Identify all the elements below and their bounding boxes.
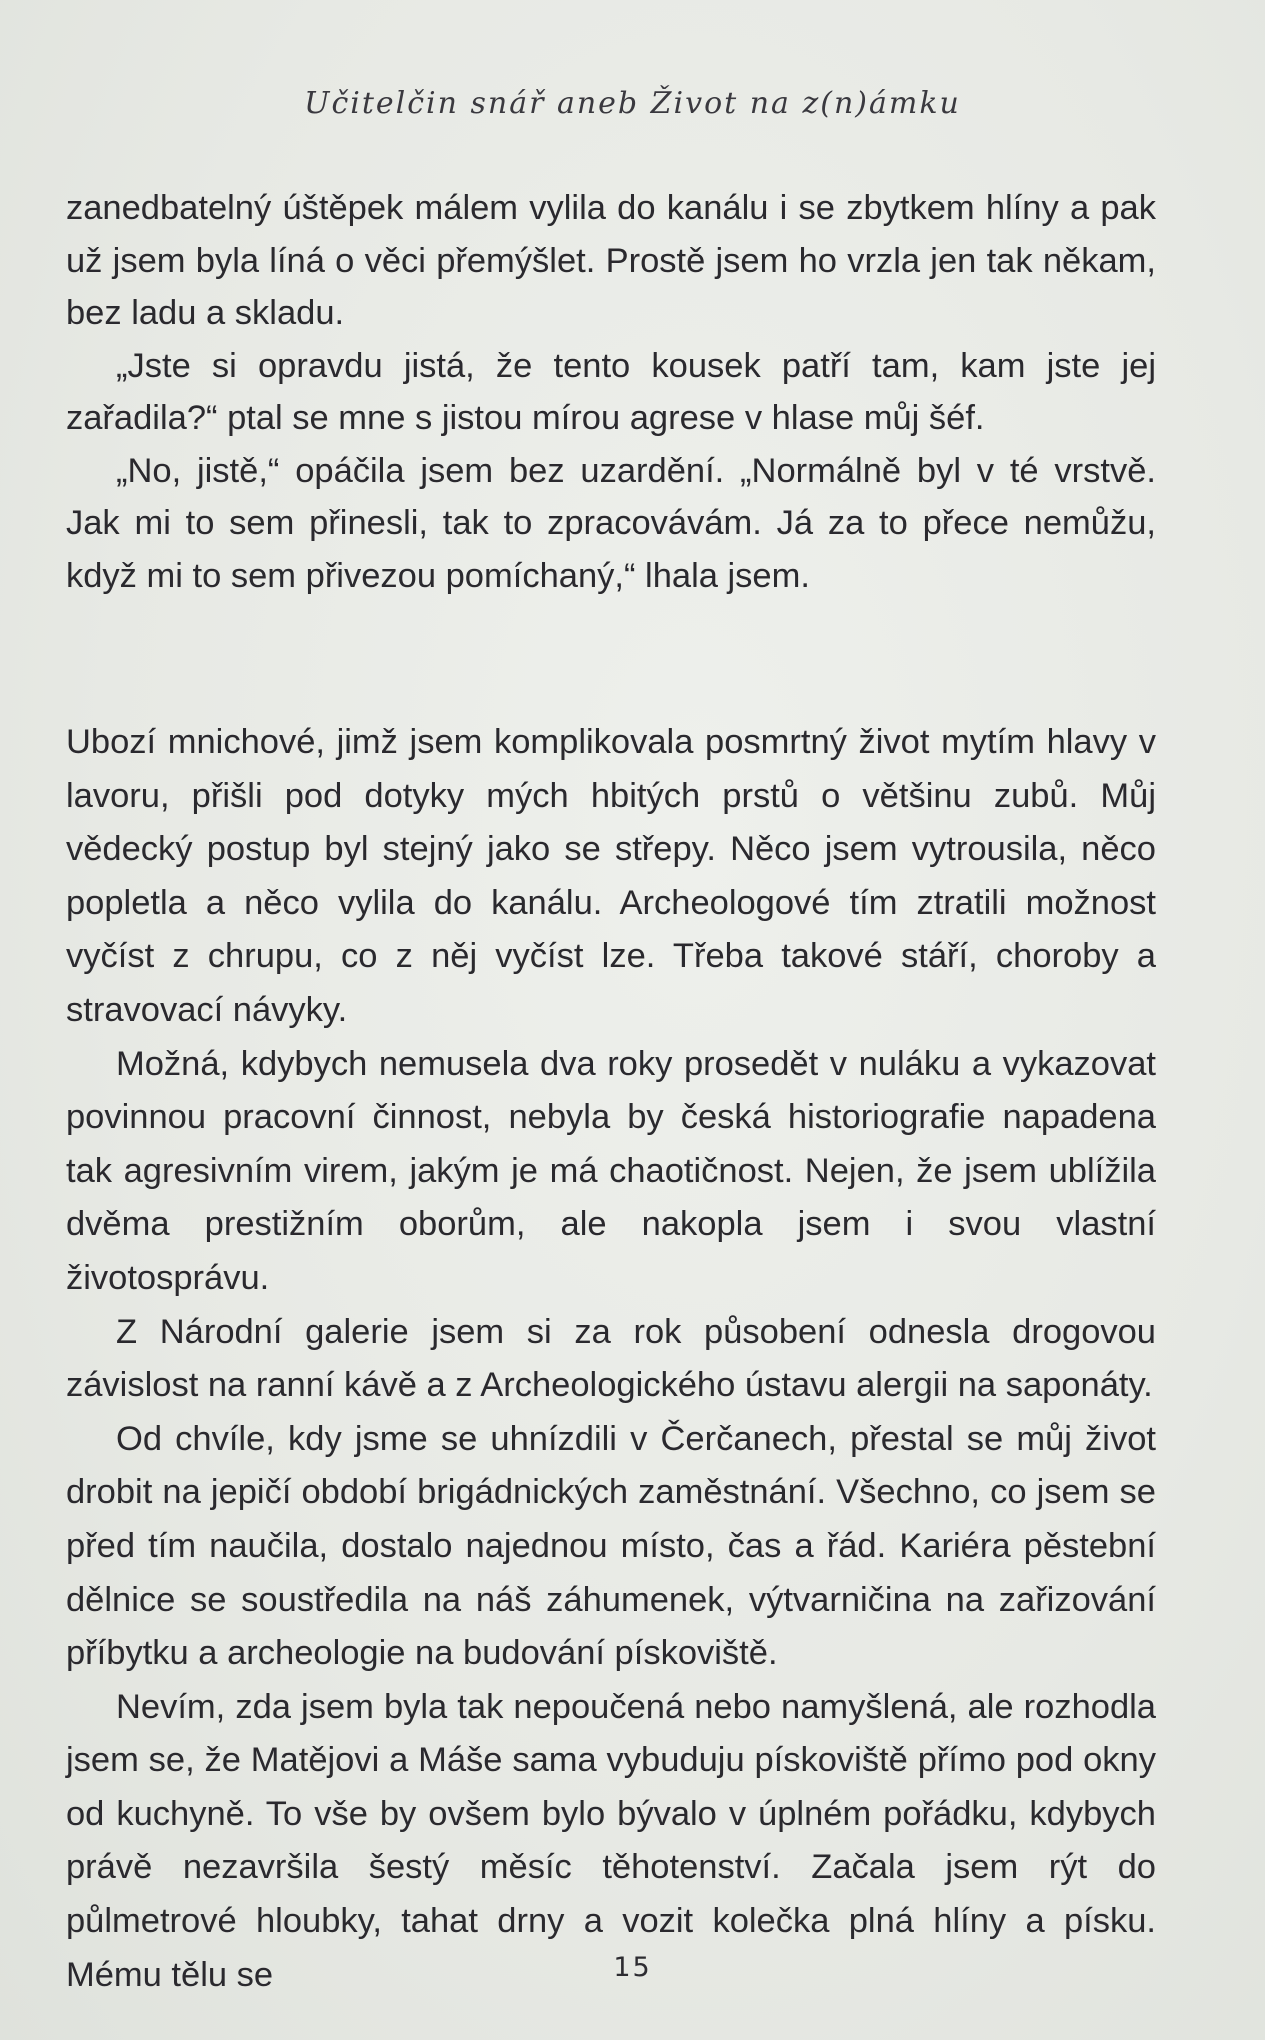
text-block-dialogue xyxy=(66,182,1156,602)
text-block-narrative xyxy=(66,716,1156,2002)
paragraph: zanedbatelný úštěpek málem vylila do kanálu i se zbytkem hlíny a pak už jsem byla líná o věci přemýšlet. Prostě jsem ho vrzla jen tak někam, bez ladu a skladu. xyxy=(66,189,1156,332)
running-header-title: Učitelčin snář aneb Život na z(n)ámku xyxy=(304,86,961,121)
page-number: 15 xyxy=(613,1952,652,1983)
paragraph: Možná, kdybych nemusela dva roky prosedět v nuláku a vykazovat povinnou pracovní činnost, nebyla by česká historiografie napadena tak agresivním virem, jakým je má chaotičnost. Nejen, že jsem ublížila dvěma prestižním oborům, ale nakopla jsem i svou vlastní životosprávu. xyxy=(66,1044,1156,1297)
paragraph: Od chvíle, kdy jsme se uhnízdili v Čerčanech, přestal se můj život drobit na jepičí období brigádnických zaměstnání. Všechno, co jsem se před tím naučila, dostalo najednou místo, čas a řád. Kariéra pěstební dělnice se soustředila na náš záhumenek, výtvarničina na zařizování příbytku a archeologie na budování pískoviště. xyxy=(66,1419,1156,1673)
paragraph: Z Národní galerie jsem si za rok působení odnesla drogovou závislost na ranní kávě a z Archeologického ústavu alergii na saponáty. xyxy=(66,1312,1156,1405)
paragraph: „Jste si opravdu jistá, že tento kousek patří tam, kam jste jej zařadila?“ ptal se mne s jistou mírou agrese v hlase můj šéf. xyxy=(66,346,1156,437)
paragraph: Nevím, zda jsem byla tak nepoučená nebo namyšlená, ale rozhodla jsem se, že Matějovi a Máše sama vybuduju pískoviště přímo pod okny od kuchyně. To vše by ovšem bylo bývalo v úplném pořádku, kdybych právě nezavršila šestý měsíc těhotenství. Začala jsem rýt do půlmetrové hloubky, tahat drny a vozit kolečka plná hlíny a písku. Mému tělu se xyxy=(66,1687,1156,1994)
paragraph: Ubozí mnichové, jimž jsem komplikovala posmrtný život mytím hlavy v lavoru, přišli pod dotyky mých hbitých prstů o většinu zubů. Můj vědecký postup byl stejný jako se střepy. Něco jsem vytrousila, něco popletla a něco vylila do kanálu. Archeologové tím ztratili možnost vyčíst z chrupu, co z něj vyčíst lze. Třeba takové stáří, choroby a stravovací návyky. xyxy=(66,723,1156,1029)
paragraph: „No, jistě,“ opáčila jsem bez uzardění. „Normálně byl v té vrstvě. Jak mi to sem přinesli, tak to zpracovávám. Já za to přece nemůžu, když mi to sem přivezou pomíchaný,“ lhala jsem. xyxy=(66,451,1156,595)
